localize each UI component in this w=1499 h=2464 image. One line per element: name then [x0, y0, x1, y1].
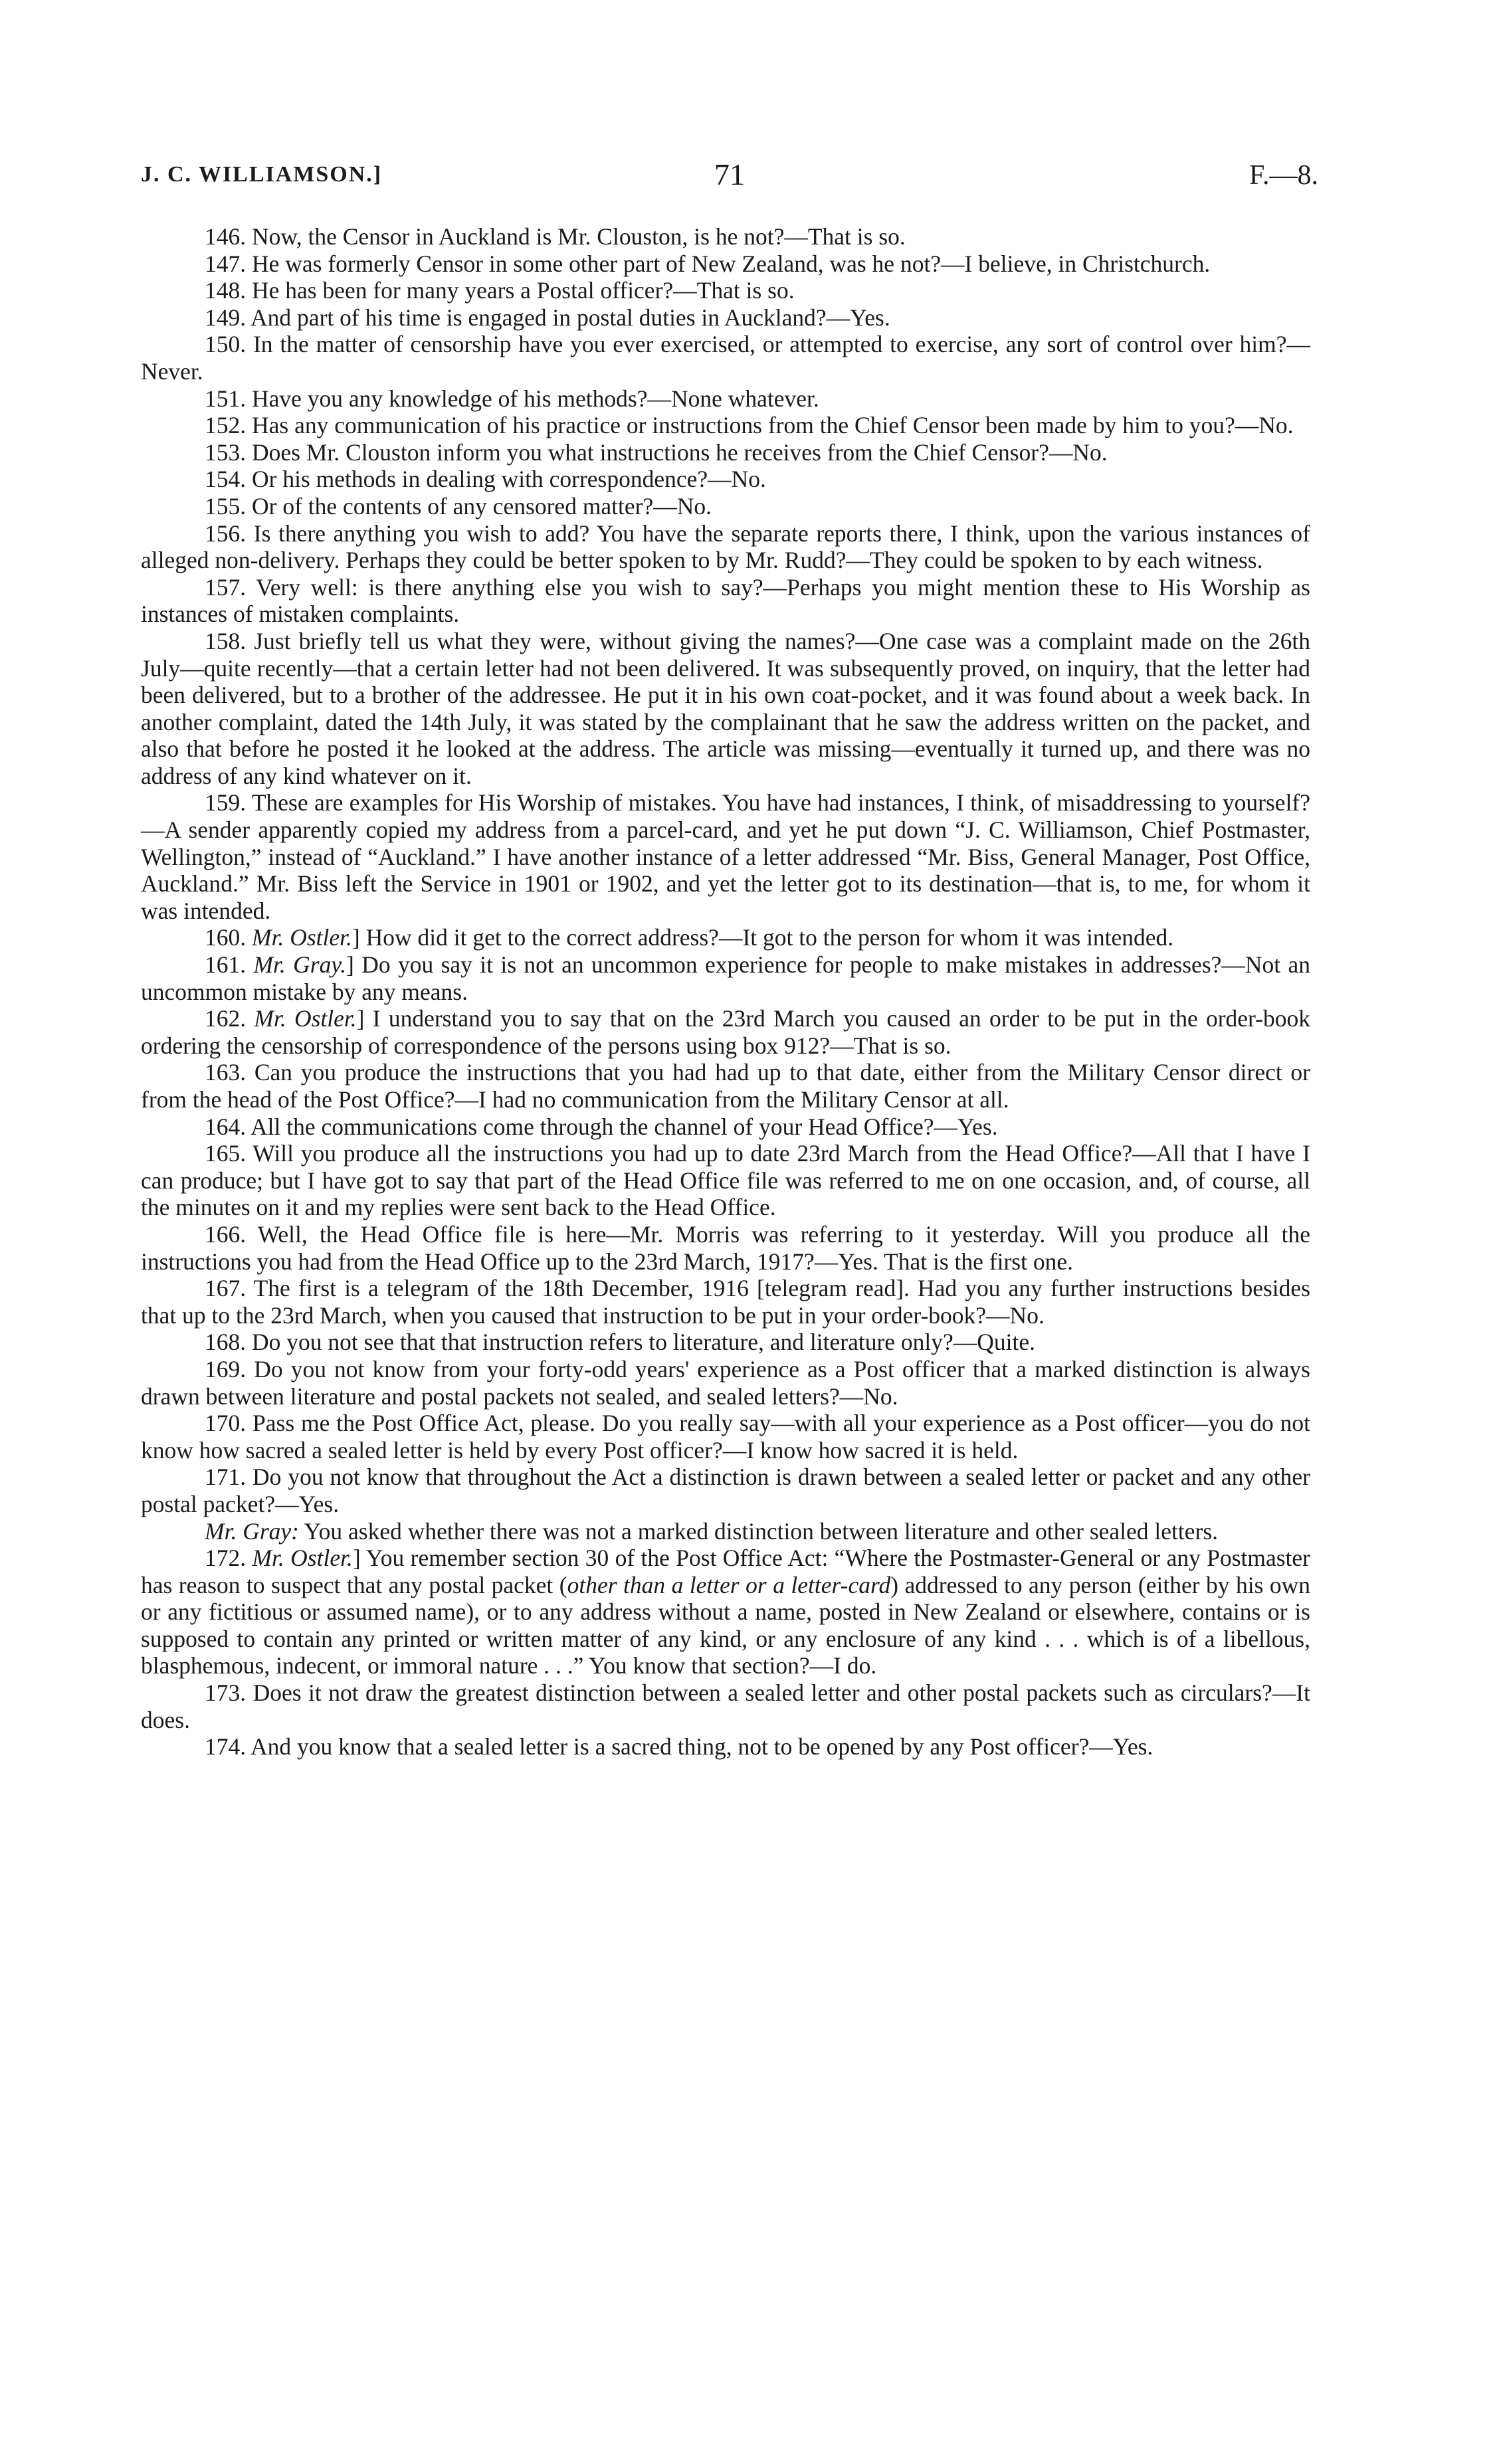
testimony-paragraph	[141, 331, 1310, 385]
italic-text: Mr. Gray.	[253, 951, 347, 979]
paragraph-text: He has been for many years a Postal officer?—That is so.	[252, 277, 795, 304]
question-number: 162.	[205, 1005, 247, 1032]
italic-text: Mr. Gray:	[205, 1517, 299, 1545]
testimony-paragraph	[141, 1140, 1310, 1221]
testimony-paragraph	[141, 385, 1310, 413]
question-number: 149.	[205, 304, 247, 331]
report-reference: F.—8.	[1249, 160, 1318, 191]
paragraph-text: ] Do you say it is not an uncommon experience for people to make mistakes in addresses?—Not an uncommon mistake by any means.	[141, 951, 1310, 1005]
question-number: 169.	[205, 1355, 247, 1382]
paragraph-text: All the communications come through the channel of your Head Office?—Yes.	[250, 1113, 998, 1140]
question-number: 173.	[205, 1679, 247, 1707]
italic-text: Mr. Ostler.	[252, 924, 352, 951]
testimony-paragraph	[141, 1329, 1310, 1356]
paragraph-text: These are examples for His Worship of mistakes. You have had instances, I think, of misaddressing to yourself?—A sender apparently copied my address from a parcel-card, and yet he put down “J. C. Williamson, Chief Postmaster, Wellington,” instead of “Auckland.” I have another instance of a letter addressed “Mr. Biss, General Manager, Post Office, Auckland.” Mr. Biss left the Service in 1901 or 1902, and yet the letter got to its destination—that is, to me, for whom it was intended.	[141, 789, 1311, 924]
paragraph-text: Does it not draw the greatest distinction between a sealed letter and other postal packets such as circulars?—It does.	[141, 1679, 1310, 1733]
paragraph-text: Do you not see that that instruction refers to literature, and literature only?—Quite.	[252, 1329, 1036, 1356]
paragraph-text: The first is a telegram of the 18th December, 1916 [telegram read]. Had you any further instructions besides that up to the 23rd March, when you caused that instruction to be put in your order-book?—No.	[141, 1275, 1310, 1329]
paragraph-text: Or of the contents of any censored matter?—No.	[252, 492, 712, 520]
testimony-paragraph	[141, 439, 1310, 466]
testimony-body	[141, 223, 1310, 1760]
testimony-paragraph	[141, 1545, 1310, 1679]
testimony-paragraph	[141, 1005, 1310, 1059]
testimony-paragraph	[141, 1518, 1310, 1545]
question-number: 170.	[205, 1410, 247, 1437]
italic-text: Mr. Ostler.	[254, 1005, 357, 1032]
question-number: 146.	[205, 223, 247, 250]
question-number: 153.	[205, 438, 247, 466]
question-number: 160.	[205, 924, 247, 951]
paragraph-text: Or his methods in dealing with correspondence?—No.	[252, 466, 766, 493]
paragraph-text: ] You remember section 30 of the Post Office Act: “Where the Postmaster-General or any Postmaster has reason to suspect that any postal packet (	[141, 1545, 1311, 1598]
testimony-paragraph	[141, 924, 1310, 951]
testimony-paragraph	[141, 250, 1310, 278]
italic-text: other than a letter or a letter-card	[567, 1571, 891, 1598]
testimony-paragraph	[141, 1410, 1310, 1464]
question-number: 171.	[205, 1464, 247, 1491]
testimony-paragraph	[141, 1356, 1310, 1410]
question-number: 167.	[205, 1275, 247, 1302]
testimony-paragraph	[141, 1113, 1310, 1141]
question-number: 150.	[205, 331, 247, 358]
paragraph-text: Well, the Head Office file is here—Mr. Morris was referring to it yesterday. Will you produce all the instructions you had from the Head Office up to the 23rd March, 1917?—Yes. That is the first one.	[141, 1220, 1310, 1275]
paragraph-text: Do you not know from your forty-odd years' experience as a Post officer that a marked distinction is always drawn between literature and postal packets not sealed, and sealed letters?—No.	[141, 1355, 1310, 1410]
paragraph-text: Have you any knowledge of his methods?—None whatever.	[252, 385, 819, 412]
question-number: 165.	[205, 1140, 247, 1167]
question-number: 148.	[205, 277, 247, 304]
paragraph-text: In the matter of censorship have you ever exercised, or attempted to exercise, any sort of control over him?—Never.	[141, 331, 1310, 385]
page-number: 71	[714, 157, 745, 191]
testimony-paragraph	[141, 574, 1310, 628]
testimony-paragraph	[141, 1464, 1310, 1517]
testimony-paragraph	[141, 493, 1310, 520]
paragraph-text: And you know that a sealed letter is a sacred thing, not to be opened by any Post officer?—Yes.	[250, 1733, 1153, 1760]
page-header	[141, 157, 1318, 197]
testimony-paragraph	[141, 1733, 1310, 1760]
testimony-paragraph	[141, 277, 1310, 304]
testimony-paragraph	[141, 628, 1310, 790]
italic-text: Mr. Ostler.	[252, 1545, 353, 1572]
paragraph-text: Has any communication of his practice or instructions from the Chief Censor been made by him to you?—No.	[252, 412, 1294, 439]
paragraph-text: And part of his time is engaged in postal duties in Auckland?—Yes.	[250, 304, 890, 331]
paragraph-text: ] I understand you to say that on the 23rd March you caused an order to be put in the order-book ordering the censorship of correspondence of the persons using box 912?—That is so.	[141, 1005, 1310, 1059]
question-number: 174.	[205, 1733, 247, 1760]
paragraph-text: ] How did it get to the correct address?—It got to the person for whom it was intended.	[351, 924, 1174, 951]
paragraph-text: Now, the Censor in Auckland is Mr. Clouston, is he not?—That is so.	[252, 223, 906, 250]
paragraph-text: Is there anything you wish to add? You have the separate reports there, I think, upon the various instances of alleged non-delivery. Perhaps they could be better spoken to by Mr. Rudd?—They could be spoken to by each witness.	[141, 520, 1311, 574]
testimony-paragraph	[141, 951, 1310, 1005]
question-number: 172.	[205, 1545, 247, 1572]
paragraph-text: He was formerly Censor in some other part of New Zealand, was he not?—I believe, in Christchurch.	[252, 250, 1211, 277]
testimony-paragraph	[141, 1221, 1310, 1275]
testimony-paragraph	[141, 466, 1310, 493]
question-number: 156.	[205, 520, 247, 547]
question-number: 157.	[205, 573, 247, 601]
testimony-paragraph	[141, 1679, 1310, 1733]
question-number: 158.	[205, 627, 247, 654]
paragraph-text: Will you produce all the instructions you had up to date 23rd March from the Head Office?—All that I have I can produce; but I have got to say that part of the Head Office file was referred to me on one occasion, and, of course, all the minutes on it and my replies were sent back to the Head Office.	[141, 1140, 1311, 1221]
question-number: 147.	[205, 250, 247, 277]
question-number: 151.	[205, 385, 247, 412]
question-number: 168.	[205, 1329, 247, 1356]
paragraph-text: You asked whether there was not a marked distinction between literature and other sealed letters.	[298, 1517, 1219, 1545]
paragraph-text: Do you not know that throughout the Act a distinction is drawn between a sealed letter or packet and any other postal packet?—Yes.	[141, 1464, 1310, 1517]
testimony-paragraph	[141, 1275, 1310, 1329]
question-number: 166.	[205, 1220, 247, 1248]
testimony-paragraph	[141, 520, 1310, 574]
question-number: 159.	[205, 789, 247, 816]
paragraph-text: Can you produce the instructions that you had had up to that date, either from the Military Censor direct or from the head of the Post Office?—I had no communication from the Military Censor at all.	[141, 1059, 1310, 1113]
witness-name: J. C. WILLIAMSON.]	[141, 162, 383, 187]
testimony-paragraph	[141, 1059, 1310, 1113]
paragraph-text: Does Mr. Clouston inform you what instructions he receives from the Chief Censor?—No.	[252, 438, 1108, 466]
question-number: 163.	[205, 1059, 247, 1086]
paragraph-text: Very well: is there anything else you wish to say?—Perhaps you might mention these to His Worship as instances of mistaken complaints.	[141, 573, 1310, 628]
paragraph-text: Just briefly tell us what they were, without giving the names?—One case was a complaint made on the 26th July—quite recently—that a certain letter had not been delivered. It was subsequently proved, on inquiry, that the letter had been delivered, but to a brother of the addressee. He put it in his own coat-pocket, and it was found about a week back. In another complaint, dated the 14th July, it was stated by the complainant that he saw the address written on the packet, and also that before he posted it he looked at the address. The article was missing—eventually it turned up, and there was no address of any kind whatever on it.	[141, 627, 1310, 789]
paragraph-text: ) addressed to any person (either by his own or any fictitious or assumed name), or to any address without a name, posted in New Zealand or elsewhere, contains or is supposed to contain any printed or written matter of any kind, or any enclosure of any kind . . . which is of a libellous, blasphemous, indecent, or immoral nature . . .” You know that section?—I do.	[141, 1571, 1310, 1679]
testimony-paragraph	[141, 223, 1310, 250]
question-number: 155.	[205, 492, 247, 520]
testimony-paragraph	[141, 412, 1310, 439]
testimony-paragraph	[141, 789, 1310, 924]
question-number: 152.	[205, 412, 247, 439]
question-number: 154.	[205, 466, 247, 493]
paragraph-text: Pass me the Post Office Act, please. Do you really say—with all your experience as a Post officer—you do not know how sacred a sealed letter is held by every Post officer?—I know how sacred it is held.	[141, 1410, 1310, 1464]
question-number: 164.	[205, 1113, 247, 1140]
question-number: 161.	[205, 951, 247, 979]
testimony-paragraph	[141, 304, 1310, 332]
